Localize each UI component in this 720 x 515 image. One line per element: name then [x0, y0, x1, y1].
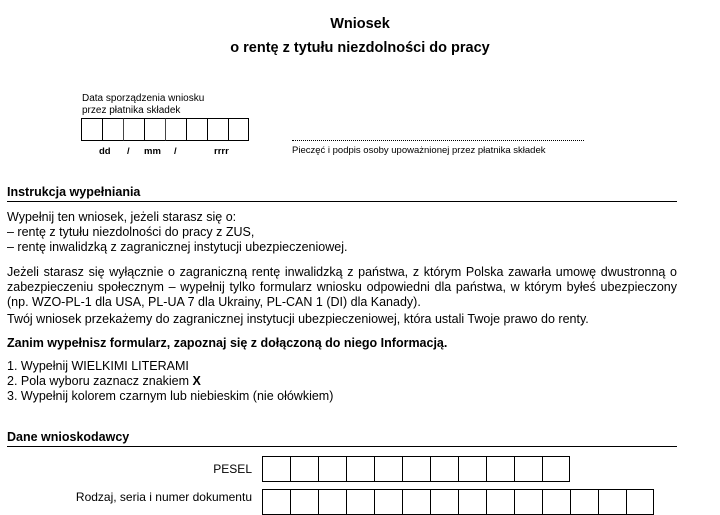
- pesel-label: PESEL: [213, 462, 252, 476]
- document-char-box[interactable]: [626, 489, 654, 515]
- date-label: [82, 93, 204, 117]
- section-divider: [7, 446, 677, 447]
- document-label: Rodzaj, seria i numer dokumentu: [75, 490, 252, 504]
- section-divider: [7, 201, 677, 202]
- form-title: Wniosek: [330, 16, 390, 32]
- document-char-box[interactable]: [402, 489, 430, 515]
- date-box[interactable]: [207, 118, 228, 141]
- date-slash: /: [127, 146, 130, 157]
- instructions-intro: Wypełnij ten wniosek, jeżeli starasz się o:: [7, 210, 237, 224]
- instructions-bullet: – rentę inwalidzką z zagranicznej instytucji ubezpieczeniowej.: [7, 240, 348, 254]
- date-mm-label: mm: [144, 146, 161, 157]
- date-dd-label: dd: [99, 146, 111, 157]
- instructions-paragraph: Jeżeli starasz się wyłącznie o zagraniczną rentę inwalidzką z państwa, z którym Polska zawarła umowę dwustronną o zabezpieczeniu społecznym – wypełnij tylko formularz wniosku odpowiedni dla państwa, w którym byłeś ubezpieczony (np. WZO-PL-1 dla USA, PL-UA 7 dla Ukrainy, PL-CAN 1 (DI) dla Kanady).: [7, 265, 677, 309]
- instructions-note: Zanim wypełnisz formularz, zapoznaj się z dołączoną do niego Informacją.: [7, 336, 448, 350]
- document-char-box[interactable]: [598, 489, 626, 515]
- pesel-digit-box[interactable]: [514, 456, 542, 482]
- pesel-digit-box[interactable]: [262, 456, 290, 482]
- document-char-box[interactable]: [570, 489, 598, 515]
- stamp-caption: Pieczęć i podpis osoby upoważnionej przez płatnika składek: [292, 145, 546, 156]
- date-label-line1: Data sporządzenia wniosku: [82, 93, 205, 104]
- pesel-digit-box[interactable]: [402, 456, 430, 482]
- document-input-boxes[interactable]: [262, 489, 654, 515]
- instructions-paragraph-2: Twój wniosek przekażemy do zagranicznej instytucji ubezpieczeniowej, która ustali Twoje prawo do renty.: [7, 312, 589, 326]
- signature-line: [292, 140, 584, 141]
- document-char-box[interactable]: [542, 489, 570, 515]
- instructions-bullet: – rentę z tytułu niezdolności do pracy z ZUS,: [7, 225, 255, 239]
- date-label-line2: przez płatnika składek: [82, 105, 181, 116]
- pesel-digit-box[interactable]: [290, 456, 318, 482]
- pesel-digit-box[interactable]: [542, 456, 570, 482]
- instructions-step-text: 2. Pola wyboru zaznacz znakiem: [7, 374, 193, 388]
- date-box[interactable]: [81, 118, 102, 141]
- date-box[interactable]: [228, 118, 249, 141]
- date-box[interactable]: [186, 118, 207, 141]
- document-char-box[interactable]: [318, 489, 346, 515]
- document-char-box[interactable]: [374, 489, 402, 515]
- document-char-box[interactable]: [262, 489, 290, 515]
- pesel-digit-box[interactable]: [430, 456, 458, 482]
- date-box[interactable]: [102, 118, 123, 141]
- date-box[interactable]: [144, 118, 165, 141]
- pesel-digit-box[interactable]: [374, 456, 402, 482]
- date-box[interactable]: [123, 118, 144, 141]
- date-input-boxes[interactable]: [81, 118, 249, 141]
- document-char-box[interactable]: [430, 489, 458, 515]
- instructions-step: [7, 374, 677, 389]
- x-mark: X: [192, 374, 201, 388]
- document-char-box[interactable]: [486, 489, 514, 515]
- document-char-box[interactable]: [346, 489, 374, 515]
- document-char-box[interactable]: [290, 489, 318, 515]
- instructions-step: 3. Wypełnij kolorem czarnym lub niebieskim (nie ołówkiem): [7, 389, 334, 403]
- form-subtitle: o rentę z tytułu niezdolności do pracy: [230, 40, 490, 56]
- document-char-box[interactable]: [514, 489, 542, 515]
- pesel-digit-box[interactable]: [318, 456, 346, 482]
- pesel-digit-box[interactable]: [486, 456, 514, 482]
- document-char-box[interactable]: [458, 489, 486, 515]
- date-yyyy-label: rrrr: [214, 146, 229, 157]
- applicant-heading: Dane wnioskodawcy: [7, 430, 130, 444]
- date-box[interactable]: [165, 118, 186, 141]
- instructions-heading: Instrukcja wypełniania: [7, 185, 141, 199]
- date-slash: /: [174, 146, 177, 157]
- pesel-digit-box[interactable]: [346, 456, 374, 482]
- pesel-input-boxes[interactable]: [262, 456, 570, 482]
- pesel-digit-box[interactable]: [458, 456, 486, 482]
- instructions-step: 1. Wypełnij WIELKIMI LITERAMI: [7, 359, 189, 373]
